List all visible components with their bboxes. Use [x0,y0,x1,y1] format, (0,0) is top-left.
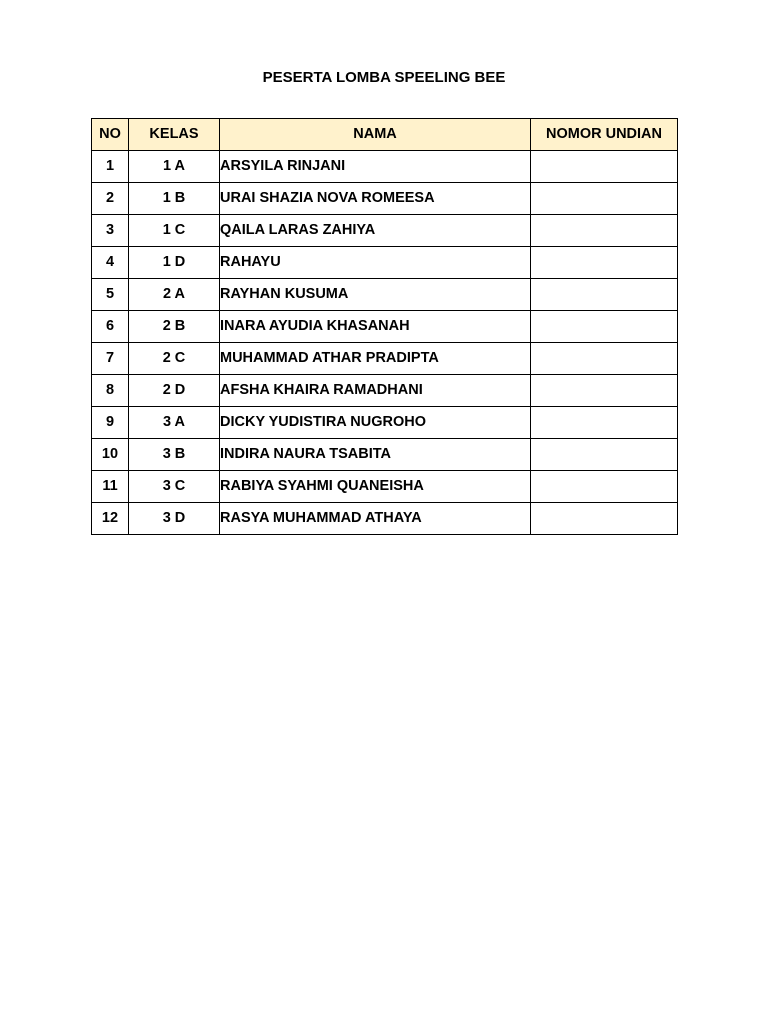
table-body [92,151,678,535]
row-number-cell: 2 [92,183,129,215]
name-cell: DICKY YUDISTIRA NUGROHO [220,407,531,439]
table-row [92,471,678,503]
class-cell: 2 C [129,343,220,375]
table-row [92,407,678,439]
draw-number-cell [531,311,678,343]
draw-number-cell [531,247,678,279]
class-cell: 3 C [129,471,220,503]
row-number-cell: 10 [92,439,129,471]
draw-number-cell [531,215,678,247]
table-row [92,375,678,407]
table-row [92,215,678,247]
name-cell: RASYA MUHAMMAD ATHAYA [220,503,531,535]
name-cell: RAHAYU [220,247,531,279]
draw-number-cell [531,471,678,503]
draw-number-cell [531,343,678,375]
class-cell: 3 D [129,503,220,535]
name-cell: MUHAMMAD ATHAR PRADIPTA [220,343,531,375]
class-cell: 2 A [129,279,220,311]
table-row [92,503,678,535]
class-cell: 3 B [129,439,220,471]
name-cell: INARA AYUDIA KHASANAH [220,311,531,343]
table-row [92,343,678,375]
class-cell: 2 B [129,311,220,343]
class-cell: 1 A [129,151,220,183]
class-cell: 3 A [129,407,220,439]
draw-number-cell [531,151,678,183]
table-header-row [92,119,678,151]
name-cell: RAYHAN KUSUMA [220,279,531,311]
name-cell: INDIRA NAURA TSABITA [220,439,531,471]
row-number-cell: 7 [92,343,129,375]
row-number-cell: 1 [92,151,129,183]
row-number-cell: 12 [92,503,129,535]
draw-number-cell [531,183,678,215]
class-cell: 1 C [129,215,220,247]
row-number-cell: 5 [92,279,129,311]
row-number-cell: 6 [92,311,129,343]
header-kelas: KELAS [129,119,220,151]
table-row [92,151,678,183]
row-number-cell: 3 [92,215,129,247]
name-cell: QAILA LARAS ZAHIYA [220,215,531,247]
class-cell: 1 B [129,183,220,215]
row-number-cell: 11 [92,471,129,503]
table-row [92,183,678,215]
draw-number-cell [531,279,678,311]
name-cell: URAI SHAZIA NOVA ROMEESA [220,183,531,215]
name-cell: AFSHA KHAIRA RAMADHANI [220,375,531,407]
table-row [92,439,678,471]
page-title: PESERTA LOMBA SPEELING BEE [262,69,506,86]
row-number-cell: 9 [92,407,129,439]
header-no: NO [92,119,129,151]
header-nomor-undian: NOMOR UNDIAN [531,119,678,151]
class-cell: 1 D [129,247,220,279]
class-cell: 2 D [129,375,220,407]
draw-number-cell [531,375,678,407]
name-cell: ARSYILA RINJANI [220,151,531,183]
table-row [92,279,678,311]
header-nama: NAMA [220,119,531,151]
name-cell: RABIYA SYAHMI QUANEISHA [220,471,531,503]
participants-table [91,118,678,535]
row-number-cell: 8 [92,375,129,407]
table-row [92,247,678,279]
draw-number-cell [531,503,678,535]
row-number-cell: 4 [92,247,129,279]
table-row [92,311,678,343]
draw-number-cell [531,439,678,471]
draw-number-cell [531,407,678,439]
